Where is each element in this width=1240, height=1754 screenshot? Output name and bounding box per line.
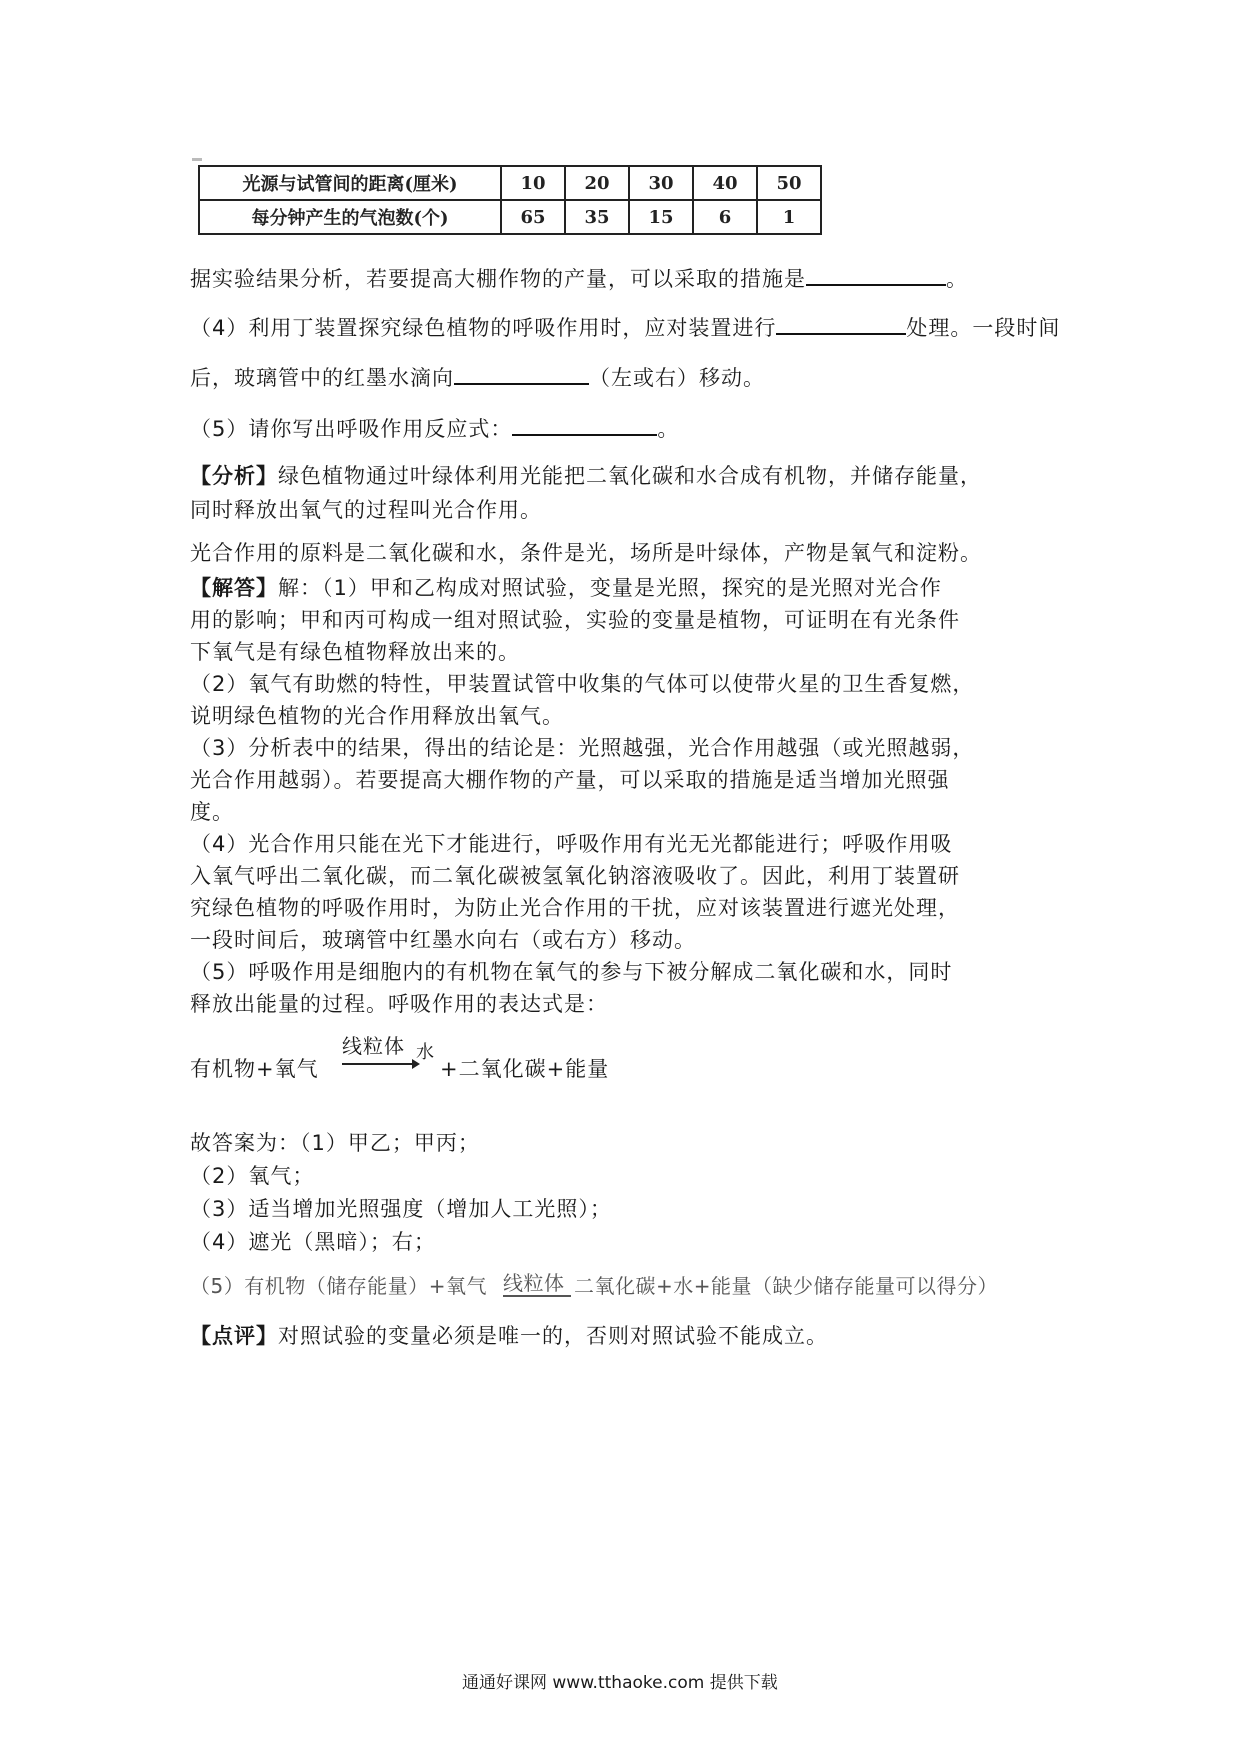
- equation-right: +二氧化碳+能量: [440, 1057, 610, 1081]
- question-4-text-a: （4）利用丁装置探究绿色植物的呼吸作用时，应对装置进行: [190, 316, 777, 340]
- solution-line: 释放出能量的过程。呼吸作用的表达式是：: [190, 992, 608, 1016]
- answer-blank: [454, 365, 589, 385]
- question-4-text-b: 处理。一段时间: [906, 316, 1061, 340]
- solution-line: 度。: [190, 800, 234, 824]
- table-cell: 65: [501, 200, 565, 234]
- solution-line: 光合作用越弱）。若要提高大棚作物的产量，可以采取的措施是适当增加光照强: [190, 768, 950, 792]
- table-cell: 30: [629, 166, 693, 200]
- answer-blank: [806, 266, 946, 286]
- question-3-text: 据实验结果分析，若要提高大棚作物的产量，可以采取的措施是: [190, 267, 806, 291]
- equation-catalyst: 线粒体: [342, 1034, 405, 1058]
- question-4-line-1: [190, 312, 1060, 342]
- answer-3: （3）适当增加光照强度（增加人工光照）；: [190, 1197, 612, 1221]
- question-5-end: 。: [657, 417, 680, 441]
- solution-label: 【解答】: [190, 576, 278, 600]
- table-header-bubbles: 每分钟产生的气泡数(个): [199, 200, 501, 234]
- answer-blank: [512, 416, 657, 436]
- table-cell: 20: [565, 166, 629, 200]
- answer-blank: [776, 315, 906, 335]
- answer-2: （2）氧气；: [190, 1164, 315, 1188]
- experiment-data-table: [198, 165, 822, 235]
- equation-left: 有机物+氧气: [190, 1057, 319, 1081]
- comment-line: [190, 1320, 828, 1350]
- table-scan-mark: [192, 158, 202, 161]
- solution-line: 究绿色植物的呼吸作用时，为防止光合作用的干扰，应对该装置进行遮光处理，: [190, 896, 960, 920]
- answer-5-catalyst: 线粒体: [503, 1271, 565, 1295]
- question-5-text: （5）请你写出呼吸作用反应式：: [190, 417, 513, 441]
- question-3-end: 。: [946, 267, 968, 291]
- analysis-label: 【分析】: [190, 464, 278, 488]
- answer-intro: 故答案为：（1）甲乙；甲丙；: [190, 1131, 480, 1155]
- table-header-distance: 光源与试管间的距离(厘米): [199, 166, 501, 200]
- table-cell: 6: [693, 200, 757, 234]
- table-row-bubbles: [199, 200, 821, 234]
- page-footer: 通通好课网 www.tthaoke.com 提供下载: [462, 1673, 778, 1693]
- answer-5-arrow: [503, 1295, 571, 1297]
- analysis-line-1: [190, 460, 982, 490]
- solution-line: 入氧气呼出二氧化碳，而二氧化碳被氢氧化钠溶液吸收了。因此，利用丁装置研: [190, 864, 960, 888]
- solution-line: 一段时间后，玻璃管中红墨水向右（或右方）移动。: [190, 928, 696, 952]
- table-cell: 10: [501, 166, 565, 200]
- analysis-line-3: 光合作用的原料是二氧化碳和水，条件是光，场所是叶绿体，产物是氧气和淀粉。: [190, 541, 982, 565]
- solution-line: （5）呼吸作用是细胞内的有机物在氧气的参与下被分解成二氧化碳和水，同时: [190, 960, 953, 984]
- table-cell: 35: [565, 200, 629, 234]
- solution-line: （2）氧气有助燃的特性，甲装置试管中收集的气体可以使带火星的卫生香复燃，: [190, 672, 975, 696]
- table-cell: 50: [757, 166, 821, 200]
- solution-line: 用的影响；甲和丙可构成一组对照试验，实验的变量是植物，可证明在有光条件: [190, 608, 960, 632]
- reaction-arrow: [342, 1063, 414, 1065]
- question-4-text-c: 后，玻璃管中的红墨水滴向: [190, 366, 454, 390]
- table-cell: 15: [629, 200, 693, 234]
- solution-text: 解：（1）甲和乙构成对照试验，变量是光照，探究的是光照对光合作: [278, 576, 942, 600]
- question-5-line: [190, 413, 679, 443]
- equation-product-water: 水: [416, 1042, 435, 1063]
- table-row-distance: [199, 166, 821, 200]
- analysis-line-2: 同时释放出氧气的过程叫光合作用。: [190, 498, 542, 522]
- question-4-text-d: （左或右）移动。: [589, 366, 765, 390]
- solution-line: 下氧气是有绿色植物释放出来的。: [190, 640, 520, 664]
- question-3-line: [190, 263, 968, 293]
- comment-label: 【点评】: [190, 1324, 278, 1348]
- answer-4: （4）遮光（黑暗）；右；: [190, 1230, 436, 1254]
- comment-text: 对照试验的变量必须是唯一的，否则对照试验不能成立。: [278, 1324, 828, 1348]
- solution-line-1: [190, 572, 942, 602]
- solution-line: （4）光合作用只能在光下才能进行，呼吸作用有光无光都能进行；呼吸作用吸: [190, 832, 953, 856]
- analysis-text: 绿色植物通过叶绿体利用光能把二氧化碳和水合成有机物，并储存能量，: [278, 464, 982, 488]
- answer-5-right: 二氧化碳+水+能量（缺少储存能量可以得分）: [574, 1274, 999, 1298]
- answer-5-left: （5）有机物（储存能量）+氧气: [190, 1274, 487, 1298]
- table-cell: 40: [693, 166, 757, 200]
- table-cell: 1: [757, 200, 821, 234]
- solution-line: （3）分析表中的结果，得出的结论是：光照越强，光合作用越强（或光照越弱，: [190, 736, 975, 760]
- solution-line: 说明绿色植物的光合作用释放出氧气。: [190, 704, 564, 728]
- question-4-line-2: [190, 362, 765, 392]
